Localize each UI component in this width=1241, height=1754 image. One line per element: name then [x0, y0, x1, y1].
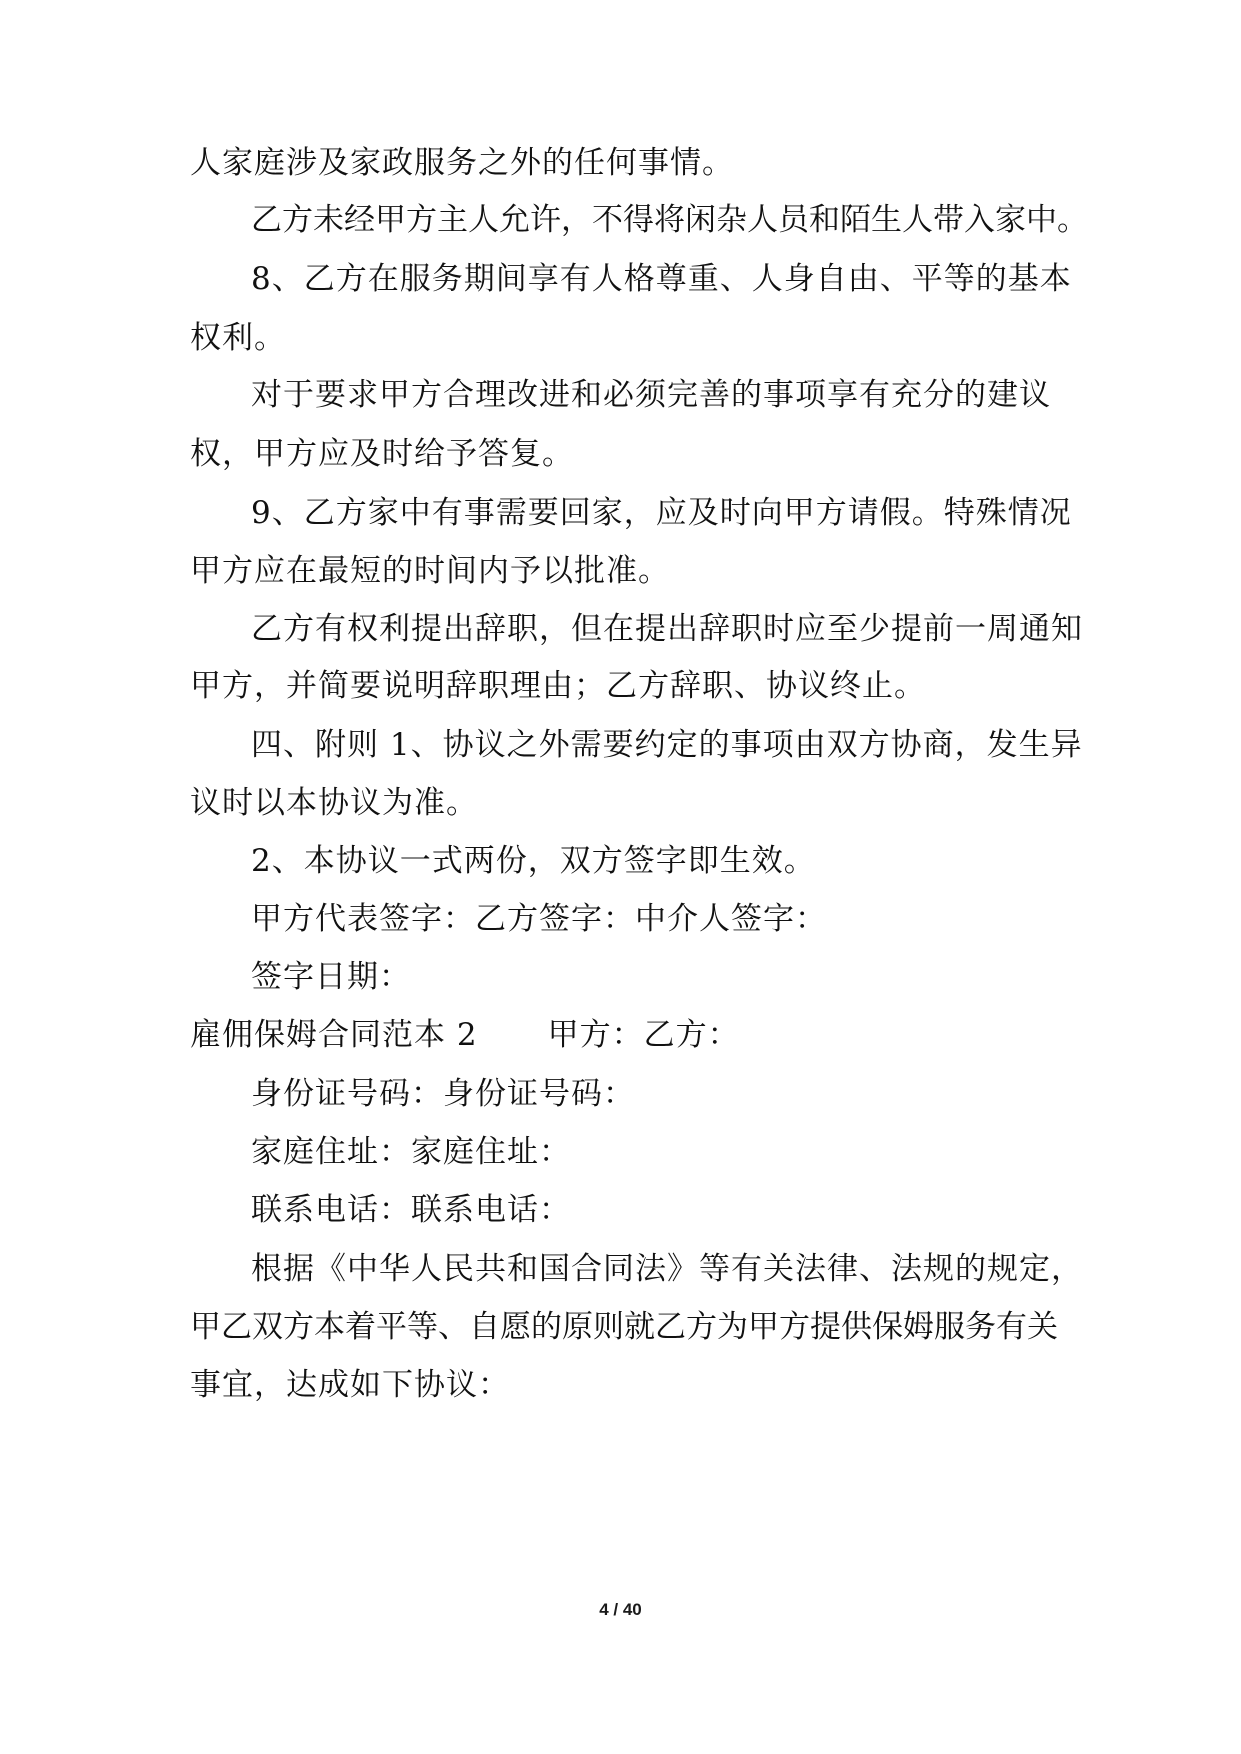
body-text-line: 对于要求甲方合理改进和必须完善的事项享有充分的建议 — [251, 377, 1051, 413]
body-text-line: 甲方，并简要说明辞职理由；乙方辞职、协议终止。 — [190, 668, 926, 704]
page-number: 4 / 40 — [599, 1600, 642, 1619]
body-text-line: 甲方应在最短的时间内予以批准。 — [190, 553, 670, 589]
body-text-line: 四、附则 1、协议之外需要约定的事项由双方协商，发生异 — [251, 727, 1083, 763]
contract-title: 雇佣保姆合同范本 2 — [190, 1017, 478, 1053]
phone-line: 联系电话：联系电话： — [251, 1192, 571, 1228]
body-text-line: 权利。 — [190, 320, 286, 356]
body-text-line: 9、乙方家中有事需要回家，应及时向甲方请假。特殊情况 — [251, 495, 1072, 531]
body-text-line: 根据《中华人民共和国合同法》等有关法律、法规的规定， — [251, 1251, 1083, 1287]
contract-heading-line — [190, 1015, 740, 1055]
body-text-line: 议时以本协议为准。 — [190, 785, 478, 821]
body-text-line: 甲乙双方本着平等、自愿的原则就乙方为甲方提供保姆服务有关 — [190, 1309, 1058, 1345]
address-line: 家庭住址：家庭住址： — [251, 1134, 571, 1170]
body-text-line: 乙方未经甲方主人允许，不得将闲杂人员和陌生人带入家中。 — [251, 202, 1088, 238]
id-number-line: 身份证号码：身份证号码： — [251, 1076, 635, 1112]
body-text-line: 8、乙方在服务期间享有人格尊重、人身自由、平等的基本 — [251, 261, 1072, 297]
signature-fields-line: 甲方代表签字：乙方签字：中介人签字： — [251, 901, 827, 937]
body-text-line: 乙方有权利提出辞职，但在提出辞职时应至少提前一周通知 — [251, 611, 1083, 647]
body-text-line: 人家庭涉及家政服务之外的任何事情。 — [190, 145, 734, 181]
body-text-line: 事宜，达成如下协议： — [190, 1367, 510, 1403]
parties-label: 甲方：乙方： — [547, 1017, 740, 1053]
signature-date-line: 签字日期： — [251, 959, 411, 995]
body-text-line: 权，甲方应及时给予答复。 — [190, 436, 574, 472]
body-text-line: 2、本协议一式两份，双方签字即生效。 — [251, 843, 816, 879]
